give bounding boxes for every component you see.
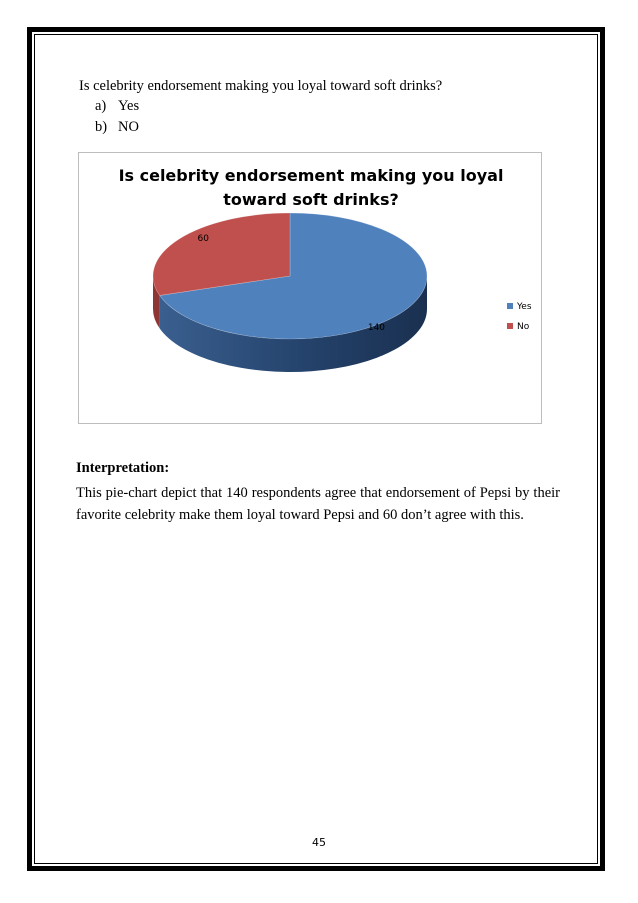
option-b	[95, 119, 139, 136]
chart-legend	[507, 302, 532, 332]
chart-title-line-1: Is celebrity endorsement making you loyal	[118, 166, 504, 185]
legend-swatch-no	[507, 323, 513, 329]
page-number: 45	[312, 836, 326, 849]
pie-chart-svg	[79, 153, 543, 425]
data-label-no: 60	[197, 234, 210, 245]
data-label-yes: 140	[367, 322, 386, 333]
option-b-text: NO	[118, 119, 139, 135]
interpretation-heading: Interpretation:	[76, 460, 170, 476]
option-b-label: b)	[95, 119, 108, 135]
legend-label-yes: Yes	[517, 302, 532, 312]
pie-group	[153, 213, 427, 372]
pie-chart	[78, 152, 542, 424]
option-a-text: Yes	[118, 98, 140, 114]
interpretation-text: This pie-chart depict that 140 respondents agree that endorsement of Pepsi by their favorite celebrity make them loyal toward Pepsi and 60 don’t agree with this.	[76, 485, 560, 523]
legend-swatch-yes	[507, 303, 513, 309]
option-a-label: a)	[95, 98, 107, 114]
option-a	[95, 98, 139, 115]
chart-title-line-2: toward soft drinks?	[223, 190, 399, 209]
question-text: Is celebrity endorsement making you loyal toward soft drinks?	[79, 78, 443, 94]
legend-label-no: No	[517, 322, 530, 332]
